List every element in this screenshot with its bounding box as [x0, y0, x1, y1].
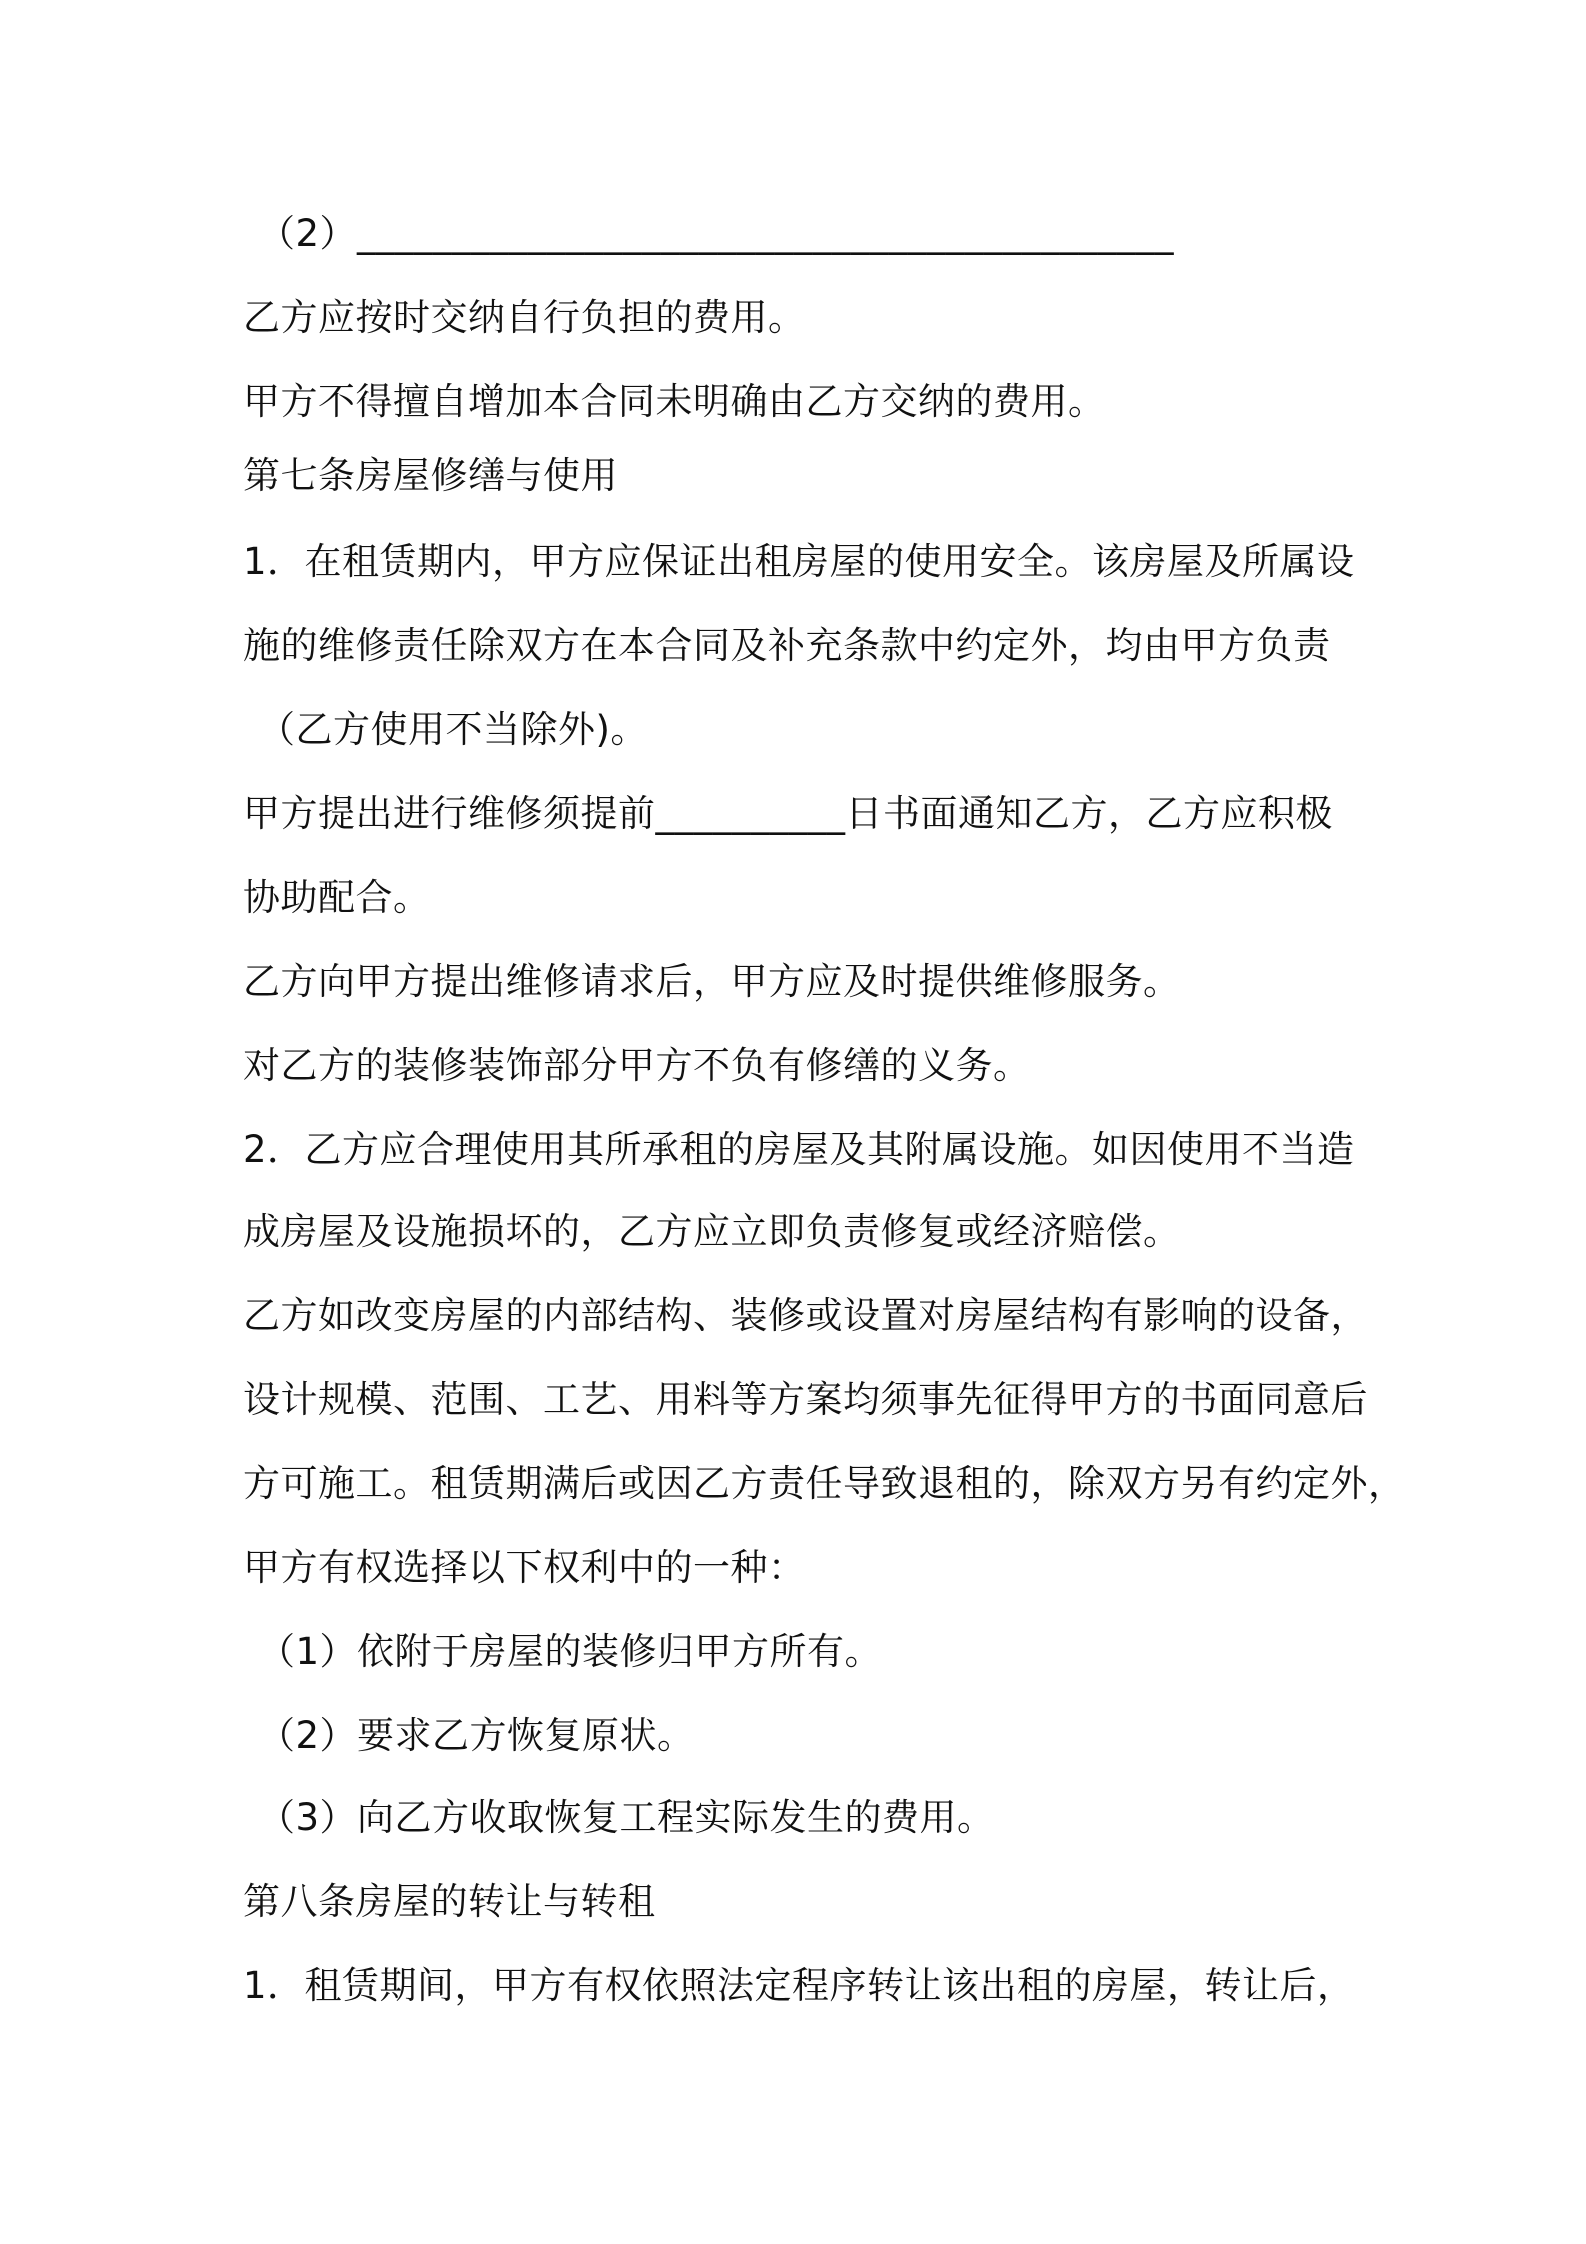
document-line: （乙方使用不当除外)。: [258, 708, 648, 751]
document-line: 设计规模、范围、工艺、用料等方案均须事先征得甲方的书面同意后: [243, 1378, 1368, 1421]
document-line: 协助配合。: [243, 876, 431, 919]
document-line: 乙方如改变房屋的内部结构、装修或设置对房屋结构有影响的设备，: [243, 1294, 1368, 1337]
document-line: 方可施工。租赁期满后或因乙方责任导致退租的，除双方另有约定外，: [243, 1462, 1406, 1505]
list-item: （3）向乙方收取恢复工程实际发生的费用。: [258, 1796, 995, 1839]
document-line: 甲方有权选择以下权利中的一种：: [243, 1546, 806, 1589]
section-heading: 第八条房屋的转让与转租: [243, 1880, 656, 1923]
section-heading: 第七条房屋修缮与使用: [243, 454, 618, 497]
list-item: （1）依附于房屋的装修归甲方所有。: [258, 1630, 883, 1673]
document-line: 1．租赁期间，甲方有权依照法定程序转让该出租的房屋，转让后，: [243, 1964, 1355, 2007]
document-line: 2．乙方应合理使用其所承租的房屋及其附属设施。如因使用不当造: [243, 1128, 1355, 1171]
document-line: 成房屋及设施损坏的，乙方应立即负责修复或经济赔偿。: [243, 1210, 1181, 1253]
document-line: 1．在租赁期内，甲方应保证出租房屋的使用安全。该房屋及所属设: [243, 540, 1355, 583]
document-line: 甲方不得擅自增加本合同未明确由乙方交纳的费用。: [243, 380, 1106, 423]
document-line: （2）___________________________________________: [258, 212, 1175, 255]
document-line: 甲方提出进行维修须提前__________日书面通知乙方，乙方应积极: [243, 792, 1333, 835]
document-line: 乙方向甲方提出维修请求后，甲方应及时提供维修服务。: [243, 960, 1181, 1003]
document-line: 乙方应按时交纳自行负担的费用。: [243, 296, 806, 339]
list-item: （2）要求乙方恢复原状。: [258, 1714, 695, 1757]
document-line: 施的维修责任除双方在本合同及补充条款中约定外，均由甲方负责: [243, 624, 1331, 667]
document-line: 对乙方的装修装饰部分甲方不负有修缮的义务。: [243, 1044, 1031, 1087]
